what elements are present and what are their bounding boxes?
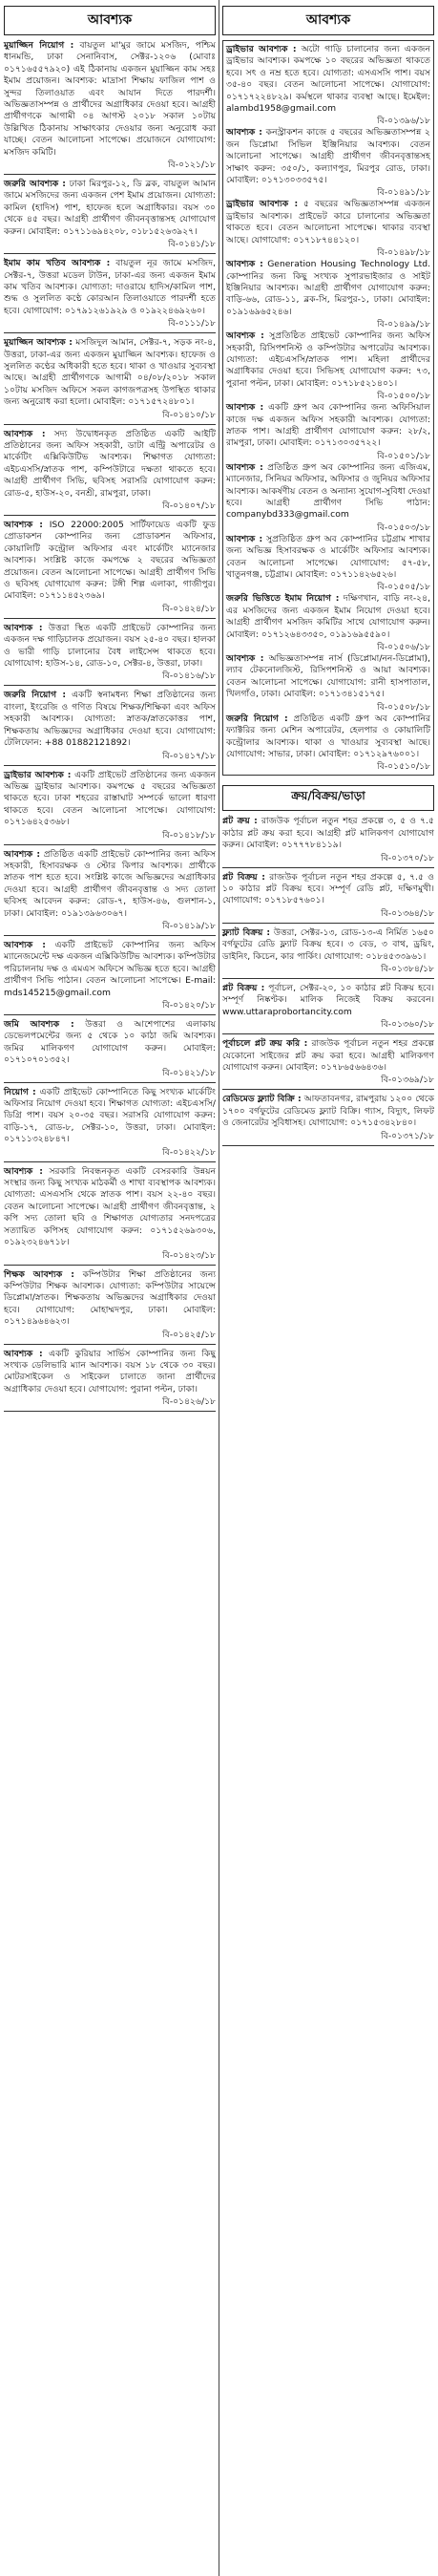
ad-reference-code: বি-০১৫০০/১৮ (377, 391, 430, 402)
ad-heading: আবশ্যক : (226, 127, 262, 138)
ad-body: আফতাবনগর, রামপুরায় ১২০০ থেকে ১৭০০ বর্গফুটের রেডিমেড ফ্ল্যাট বিক্রি। গ্যাস, বিদ্যুৎ, লিফট ও জেনারেটর সুবিধাসহ। যোগাযোগ: ০১৭১৫৩৪২৮৪০। (222, 1094, 434, 1129)
ad-heading: শিক্ষক আবশ্যক : (4, 1268, 74, 1280)
ad-heading: আবশ্যক : (4, 520, 43, 530)
classified-ad (226, 593, 430, 653)
ad-reference-code: বি-০১৩৬০/১৮ (381, 1019, 434, 1031)
ad-reference-code: বি-০১৪১৯/১৮ (162, 920, 216, 931)
ad-reference-code: বি-০১৪২৬/১৮ (162, 1396, 216, 1408)
ad-separator (4, 935, 216, 936)
ad-body: Generation Housing Technology Ltd. কোম্পানির জন্য কিছু সংখ্যক সুপারভাইজার ও সাইট ইঞ্জিনিয়ার আবশ্যক। আগ্রহী প্রার্থীগণ যোগাযোগ করুন: বাড়ি-৬৬, রোড-১১, ব্লক-সি, মিরপুর-১, ঢাকা। মোবাইল: ০১৯১৬৯৬৫২৪৬। (226, 259, 431, 317)
ad-reference-code: বি-০১৫০৬/১৮ (377, 642, 430, 653)
ad-text (4, 258, 216, 317)
ad-reference-code: বি-০১৪২৪/১৮ (162, 603, 216, 614)
ad-body: দক্ষিণখান, বাড়ি নং-২৪, এর মসজিদের জন্য একজন ইমাম নিয়োগ দেওয়া হবে। আগ্রহী প্রার্থীগণ মসজিদ কমিটির সাথে যোগাযোগ করুন। মোবাইল: ০১৭১২৬৪৩৩৫০, ০১৯১৬৯৫৫৯০। (226, 593, 430, 640)
ad-text (4, 1087, 216, 1146)
ad-heading: ড্রাইভার আবশ্যক : (226, 199, 299, 210)
classified-ad (4, 520, 216, 619)
ad-text (226, 713, 430, 761)
ad-body: উত্তরা ও আশেপাশের এলাকায় ডেভেলপমেন্টের জন্য ৫ থেকে ১০ কাঠা জমি আবশ্যক। জমির মালিকগণ যোগাযোগ করুন। মোবাইল: ০১৭১০৭০১৩৫২। (4, 1019, 216, 1066)
ad-text (226, 402, 430, 450)
ad-body: পূর্বাচল, সেক্টর-২০, ১০ কাঠার প্লট বিক্রয় হবে। সম্পূর্ণ নিষ্কণ্টক। মালিক নিজেই বিক্রয় করবেন। www.uttaraprobortancity.com (222, 982, 435, 1017)
ad-heading: আবশ্যক : (4, 1348, 43, 1359)
ad-heading: আবশ্যক : (226, 533, 263, 544)
ad-text (226, 44, 430, 115)
ad-reference-code: বি-০১৪১/১৮ (168, 239, 216, 250)
ad-body: কম্পিউটার শিক্ষা প্রতিষ্ঠানের জন্য কম্পিউটার শিক্ষক আবশ্যক। যোগ্যতা: কম্পিউটার সায়েন্সে ডিপ্লোমা/স্নাতক। শিক্ষকতায় অভিজ্ঞদের অগ্রাধিকার দেওয়া হবে। যোগাযোগ: মোহাম্মদপুর, ঢাকা। মোবাইল: ০১৭১৪৯৬৪৬২৩। (4, 1268, 216, 1328)
ad-separator (4, 253, 216, 254)
ad-separator (4, 1014, 216, 1015)
ad-body: ৫ বছরের অভিজ্ঞতাসম্পন্ন একজন ড্রাইভার আবশ্যক। প্রাইভেট কারে চালানোর অভিজ্ঞতা থাকতে হবে। বেতন আলোচনা সাপেক্ষে। থাকার ব্যবস্থা আছে। যোগাযোগ: ০১৭১৮৭৪৪১২০। (226, 199, 430, 245)
ad-separator (222, 1089, 434, 1090)
ad-separator (4, 844, 216, 845)
ad-heading: নিয়োগ : (4, 1086, 36, 1097)
ad-body: সুপ্রতিষ্ঠিত গ্রুপ অব কোম্পানির চট্টগ্রাম শাখার জন্য অভিজ্ঞ হিসাবরক্ষক ও মার্কেটিং অফিসার আবশ্যক। বেতন আলোচনা সাপেক্ষে। যোগাযোগ: ৫৭-৫৮, খাতুনগঞ্জ, চট্টগ্রাম। মোবাইল: ০১৭১১৪২৬৫২৬। (226, 533, 431, 581)
ad-text (226, 534, 430, 582)
ad-body: প্রতিষ্ঠিত গ্রুপ অব কোম্পানির জন্য এজিএম, ম্যানেজার, সিনিয়র অফিসার, অফিসার ও জুনিয়র অফিসার আবশ্যক। আকর্ষণীয় বেতন ও অন্যান্য সুযোগ-সুবিধা দেওয়া হবে। আগ্রহী প্রার্থীগণ সিভি পাঠান: companybd333@gmail.com (226, 461, 431, 521)
ad-body: একটি কুরিয়ার সার্ভিস কোম্পানির জন্য কিছু সংখ্যক ডেলিভারি ম্যান আবশ্যক। বয়স ১৮ থেকে ৩০ বছর। মোটরসাইকেল ও সাইকেল চালাতে জানা প্রার্থীদের অগ্রাধিকার দেওয়া হবে। যোগাযোগ: পুরানা পল্টন, ঢাকা। (4, 1348, 216, 1394)
classified-ad (4, 179, 216, 254)
ad-heading: আবশ্যক : (226, 461, 263, 473)
ad-heading: আবশ্যক : (4, 1165, 43, 1177)
ad-separator (4, 618, 216, 619)
ad-heading: আবশ্যক : (4, 939, 46, 950)
ad-heading: জরুরি আবশ্যক : (4, 179, 66, 190)
ad-reference-code: বি-০১৪১৬/১৮ (162, 671, 216, 682)
ad-text (4, 179, 216, 238)
ad-reference-code: বি-০১৩৬৯/১৮ (381, 1075, 434, 1086)
classified-ad (226, 653, 430, 713)
ad-body: ISO 22000:2005 সার্টিফায়েড একটি ফুড প্রোডাকশন কোম্পানির জন্য প্রোডাকশন অফিসার, কোয়ালিটি কন্ট্রোল অফিসার এবং মার্কেটিং ম্যানেজার আবশ্যক। সংশ্লিষ্ট কাজে কমপক্ষে ২ বছরের অভিজ্ঞতা প্রয়োজন। বেতন আলোচনা সাপেক্ষে। আগ্রহী প্রার্থীগণ সিভি ও ছবিসহ যোগাযোগ করুন: টঙ্গী শিল্প এলাকা, গাজীপুর। মোবাইল: ০১৭১১৪৫২৩৬৯। (4, 520, 217, 602)
ad-heading: আবশ্যক : (226, 653, 264, 665)
right-ads-list (222, 40, 434, 776)
ad-reference-code: বি-০১৪৯৯/১৮ (377, 319, 430, 330)
classified-ad (4, 940, 216, 1015)
ad-body: সদ্য উদ্বোধনকৃত প্রতিষ্ঠিত একটি আইটি প্রতিষ্ঠানের জন্য অফিস সহকারী, ডাটা এন্ট্রি অপারেটর ও মার্কেটিং এক্সিকিউটিভ আবশ্যক। শিক্ষাগত যোগ্যতা: এইচএসসি/স্নাতক পাশ, কম্পিউটারে দক্ষতা থাকতে হবে। আগ্রহী প্রার্থীগণ সিভি, ছবিসহ সরাসরি যোগাযোগ করুন: রোড-৫, হাউস-২০, বনশ্রী, রামপুরা, ঢাকা। (4, 428, 216, 499)
ad-separator (222, 1145, 434, 1146)
ad-text (226, 330, 430, 390)
ad-reference-code: বি-০১৫০৫/১৮ (377, 582, 430, 593)
ad-reference-code: বি-০১১১/১৮ (168, 318, 216, 330)
classified-ad (4, 623, 216, 687)
ad-heading: আবশ্যক : (4, 622, 43, 633)
ad-text (4, 690, 216, 749)
classified-ad (4, 337, 216, 424)
ad-body: উত্তরা স্থিত একটি প্রাইভেট কোম্পানির জন্য একজন দক্ষ গাড়িচালক প্রয়োজন। বয়স ২৫-৪০ বছর। হালকা ও ভারী গাড়ি চালানোর বৈধ লাইসেন্স থাকতে হবে। যোগাযোগ: হাউস-১৪, রোড-১০, সেক্টর-৪, উত্তরা, ঢাকা। (4, 622, 216, 670)
classified-ad (226, 402, 430, 462)
ad-heading: মুয়াজ্জিন আবশ্যক : (4, 337, 73, 349)
ad-reference-code: বি-০১৫১০/১৮ (377, 761, 430, 773)
ad-reference-code: বি-০১৫০৮/১৮ (377, 701, 430, 713)
ad-heading: ফ্ল্যাট বিক্রয় : (222, 926, 271, 938)
ad-heading: প্লট বিক্রয় : (222, 982, 265, 993)
ad-body: কনস্ট্রাকশন কাজে ৫ বছরের অভিজ্ঞতাসম্পন্ন ২ জন ডিপ্লোমা সিভিল ইঞ্জিনিয়ার আবশ্যক। বেতন আলোচনা সাপেক্ষে। আগ্রহী প্রার্থীগণ জীবনবৃত্তান্তসহ সাক্ষাৎ করুন: ৩৫০/১, কল্যাণপুর, মিরপুর রোড, ঢাকা। মোবাইল: ০১৭১৩০৩৩৫৭৫। (226, 127, 431, 186)
ad-separator (4, 765, 216, 766)
ad-text (4, 770, 216, 829)
ad-body: রাজউক পূর্বাচল নতুন শহর প্রকল্পে যেকোনো সাইজের প্লট ক্রয় করা হবে। আগ্রহী মালিকগণ যোগাযোগ করুন। মোবাইল: ০১৭৮৬৫৬৬৪৩৬। (222, 1038, 435, 1073)
ad-reference-code: বি-০১২১/১৮ (168, 160, 216, 171)
ad-body: একটি প্রাইভেট কোম্পানির জন্য অফিস ম্যানেজমেন্টে দক্ষ একজন এক্সিকিউটিভ আবশ্যক। কম্পিউটার পরিচালনায় দক্ষ ও এমএস অফিসে অভিজ্ঞ হতে হবে। আগ্রহী প্রার্থীগণ সিভি পাঠান। বেতন আলোচনা সাপেক্ষে। E-mail: mds145215@gmail.com (4, 939, 216, 998)
classified-ad (226, 199, 430, 259)
ad-body: বায়তুল মা'মুর জামে মসজিদ, পশ্চিম ধানমন্ডি, ঢাকা সেনানিবাস, সেক্টর-১২০৬ (মোবাঃ ০১৭১৬৫৫৭৯২০) এই ঠিকানায় একজন মুয়াজ্জিন কাম সহঃ ইমাম প্রয়োজন। আবশ্যক: মাদ্রাসা শিক্ষায় ফাজিল পাশ ও সুন্দর তিলাওয়াত এবং আযান দিতে পারদর্শী। অভিজ্ঞতাসম্পন্ন ও প্রার্থীদের অগ্রাধিকার দেওয়া হবে। আগ্রহী প্রার্থীগণকে আগামী ০৪ আগস্ট ২০১৮ সকাল ১০টায় উল্লিখিত ঠিকানায় সাক্ষাৎকার দেওয়ার জন্য অনুরোধ করা যাচ্ছে। বেতন আলোচনা সাপেক্ষে। প্রয়োজনে যোগাযোগ: মসজিদ কমিটি। (4, 40, 216, 158)
ad-heading: আবশ্যক : (226, 402, 264, 414)
ad-body: প্রতিষ্ঠিত একটি প্রাইভেট কোম্পানির জন্য অফিস সহকারী, হিসাবরক্ষক ও স্টোর কিপার আবশ্যক। প্রার্থীকে স্নাতক পাশ হতে হবে। সংশ্লিষ্ট কাজে অভিজ্ঞদের অগ্রাধিকার দেওয়া হবে। আগ্রহী প্রার্থীগণ জীবনবৃত্তান্ত ও সদ্য তোলা ছবিসহ আবেদন করুন: রোড-৭, হাউস-৪৬, গুলশান-১, ঢাকা। মোবাইল: ০১৯১৩৯৬৩০৬৭। (4, 848, 217, 919)
ad-text (222, 872, 434, 907)
ad-text (226, 462, 430, 522)
right-column (222, 6, 434, 1150)
ad-text (226, 259, 430, 318)
classified-ad (4, 40, 216, 175)
ad-text (4, 1166, 216, 1249)
ad-text (222, 927, 434, 963)
ad-heading: আবশ্যক : (4, 848, 41, 860)
ad-separator (4, 332, 216, 333)
ad-reference-code: বি-০১৪২১/১৮ (162, 1067, 216, 1078)
ad-text (4, 1349, 216, 1396)
ad-reference-code: বি-০১৩৭১/১৮ (381, 1130, 434, 1141)
ad-reference-code: বি-০১৪১৭/১৮ (162, 750, 216, 761)
left-ads-list (4, 40, 216, 1412)
ad-heading: জমি আবশ্যক : (4, 1019, 74, 1030)
ad-heading: মুয়াজ্জিন নিয়োগ : (4, 40, 74, 51)
ad-text (4, 40, 216, 159)
ad-reference-code: বি-০১৪২০/১৮ (162, 1000, 216, 1011)
ad-heading: ড্রাইভার আবশ্যক : (226, 44, 297, 54)
ad-separator (4, 1344, 216, 1345)
classified-ad (4, 1166, 216, 1266)
classified-ad (226, 713, 430, 774)
ad-text (222, 1094, 434, 1129)
ad-separator (4, 1411, 216, 1412)
ad-separator (222, 978, 434, 979)
classified-ad (4, 258, 216, 333)
ad-separator (222, 867, 434, 868)
classified-ad (222, 872, 434, 924)
ad-text (226, 127, 430, 186)
classified-ad (226, 127, 430, 199)
ad-heading: জরুরি নিয়োগ : (4, 690, 67, 701)
ad-body: একটি প্রাইভেট কোম্পানিতে কিছু সংখ্যক মার্কেটিং অফিসার নিয়োগ দেওয়া হবে। শিক্ষাগত যোগ্যতা: এইচএসসি/ডিগ্রি পাশ। বয়স ২০-৩৫ বছর। সরাসরি যোগাযোগ করুন: বাড়ি-১৭, রোড-৮, সেক্টর-১০, উত্তরা, ঢাকা। মোবাইল: ০১৭১১৩২৪৮৪৭। (4, 1086, 217, 1145)
ad-reference-code: বি-০১৪২২/১৮ (162, 1146, 216, 1158)
ad-text (222, 816, 434, 851)
ad-reference-code: বি-০১৫০৩/১৮ (377, 522, 430, 533)
ad-body: একটি স্বনামধন্য শিক্ষা প্রতিষ্ঠানের জন্য বাংলা, ইংরেজি ও গণিত বিষয়ে শিক্ষক/শিক্ষিকা এবং অফিস সহকারী আবশ্যক। যোগ্যতা: স্নাতক/স্নাতকোত্তর পাশ, শিক্ষকতায় অভিজ্ঞদের অগ্রাধিকার দেওয়া হবে। যোগাযোগ: টেলিফোন: +88 01882121892। (4, 690, 217, 749)
ad-separator (4, 1265, 216, 1266)
ad-text (4, 849, 216, 920)
classified-ad (226, 330, 430, 402)
ad-separator (4, 424, 216, 425)
classified-ad (226, 259, 430, 330)
ad-body: মসজিদুল আমান, সেক্টর-৭, সড়ক নং-৪, উত্তরা, ঢাকা-এর জন্য একজন মুয়াজ্জিন আবশ্যক। হাফেজ ও সুললিত কণ্ঠের অধিকারী হতে হবে। থাকা ও খাওয়ার সুব্যবস্থা আছে। আগ্রহী প্রার্থীগণকে আগামী ০৪/০৮/২০১৮ সকাল ১০টায় মসজিদ অফিসে সকল কাগজপত্রসহ উপস্থিত থাকার জন্য অনুরোধ করা হলো। মোবাইল: ০১৭১৫৭২৪৮০১। (4, 337, 216, 408)
ad-heading: আবশ্যক : (226, 330, 264, 342)
ad-text (4, 337, 216, 408)
ad-reference-code: বি-০১৪৯১/১৮ (377, 187, 430, 199)
ad-body: অভিজ্ঞতাসম্পন্ন নার্স (ডিপ্লোমা/নন-ডিপ্লোমা), ল্যাব টেকনোলজিস্ট, রিসিপশনিস্ট ও আয়া আবশ্যক। বেতন আলোচনা সাপেক্ষে। যোগাযোগ: রানী হাসপাতাল, খিলগাঁও, ঢাকা। মোবাইল: ০১৭১৩৪১৫১৭৫। (226, 653, 430, 700)
ad-text (222, 983, 434, 1018)
classified-ad (4, 1019, 216, 1083)
ad-body: একটি গ্রুপ অব কোম্পানির জন্য অফিসিয়াল কাজে দক্ষ একজন অফিস সহকারী আবশ্যক। যোগ্যতা: স্নাতক পাশ। আগ্রহী প্রার্থীগণ যোগাযোগ করুন: ২৮/২, রামপুরা, ঢাকা। মোবাইল: ০১৭১৩০৩৫৭২২। (226, 402, 430, 449)
classified-ad (4, 1087, 216, 1162)
ad-heading: রেডিমেড ফ্ল্যাট বিক্রি : (222, 1094, 302, 1105)
ad-body: সরকারি নিবন্ধনকৃত একটি বেসরকারি উন্নয়ন সংস্থার জন্য কিছু সংখ্যক মাঠকর্মী ও শাখা ব্যবস্থাপক আবশ্যক। যোগ্যতা: এসএসসি থেকে স্নাতক পাশ। বয়স ২২-৪০ বছর। বেতন আলোচনা সাপেক্ষে। আগ্রহী প্রার্থীগণ জীবনবৃত্তান্ত, ২ কপি সদ্য তোলা ছবি ও শিক্ষাগত যোগ্যতার সনদপত্রের সত্যায়িত কপিসহ যোগাযোগ করুন: ০১৭১৫২৬৯৩০৬, ০১৯২৩২৪৬৭১৮। (4, 1165, 216, 1248)
ad-separator (4, 1161, 216, 1162)
ad-heading: প্লট বিক্রয় : (222, 871, 265, 883)
ad-separator (222, 1033, 434, 1034)
ad-heading: আবশ্যক : (4, 428, 46, 439)
ad-separator (4, 1082, 216, 1083)
ad-reference-code: বি-০১৪২৫/১৮ (162, 1329, 216, 1340)
classified-ad (226, 534, 430, 594)
ad-heading: জরুরি ভিত্তিতে ইমাম নিয়োগ : (226, 593, 340, 605)
classified-ad (226, 462, 430, 534)
ad-separator (4, 174, 216, 175)
ad-reference-code: বি-০১৩৮৪/১৮ (381, 963, 434, 974)
ad-text (226, 199, 430, 246)
ad-reference-code: বি-০১৪৯৮/১৮ (377, 247, 430, 259)
ad-text (226, 653, 430, 701)
ad-text (4, 429, 216, 500)
classified-ad (4, 690, 216, 765)
ad-body: বায়তুল নূর জামে মসজিদ, সেক্টর-৭, উত্তরা মডেল টাউন, ঢাকা-এর জন্য একজন ইমাম কাম খতিব আবশ্যক। যোগ্যতা: দাওরায়ে হাদিস/কামিল পাশ, শুদ্ধ ও সুললিত কণ্ঠে কোরআন তিলাওয়াতে পারদর্শী হতে হবে। যোগাযোগ: ০১৭৯১২৬১৯২৯ ও ০১৯২২৪৬৯২৬০। (4, 258, 216, 316)
left-column (4, 6, 216, 1416)
ad-body: রাজউক পূর্বাচল নতুন শহর প্রকল্পে ৫, ৭.৫ ও ১০ কাঠার প্লট বিক্রয় হবে। সম্পূর্ণ রেডি প্লট, দক্ষিণমুখী। যোগাযোগ: ০১৭১৮৫৭৬০১। (222, 871, 435, 906)
ad-reference-code: বি-০১৪১০/১৮ (162, 409, 216, 420)
ad-text (4, 1269, 216, 1329)
ad-reference-code: বি-০১৪১৮/১৮ (162, 829, 216, 841)
ad-body: উত্তরা, সেক্টর-১৩, রোড-১৩-এ নির্মিত ১৬৫০ বর্গফুটের রেডি ফ্ল্যাট বিক্রয় হবে। ৩ বেড, ৩ বাথ, ড্রয়িং, ডাইনিং, কিচেন, কার পার্কিং। যোগাযোগ: ০১৮৪৫৩৩৯৬১। (222, 926, 435, 962)
ad-reference-code: বি-০১৪২৩/১৮ (162, 1249, 216, 1261)
ad-reference-code: বি-০১৩৬৪/১৮ (381, 907, 434, 919)
ad-text (4, 940, 216, 999)
ad-text (4, 520, 216, 603)
ad-text (222, 1038, 434, 1074)
buy-sell-ads-list (222, 816, 434, 1145)
ad-heading: ইমাম কাম খতিব আবশ্যক : (4, 258, 111, 269)
classified-ad (4, 1269, 216, 1345)
classified-ad (222, 1038, 434, 1090)
classified-ad (226, 44, 430, 127)
classified-ad (4, 1349, 216, 1413)
ad-body: সুপ্রতিষ্ঠিত প্রাইভেট কোম্পানির জন্য অফিস সহকারী, রিসিপশনিস্ট ও কম্পিউটার অপারেটর আবশ্যক। যোগ্যতা: এইচএসসি/স্নাতক পাশ। মহিলা প্রার্থীদের অগ্রাধিকার দেওয়া হবে। সিভিসহ যোগাযোগ করুন: ৭৩, পুরানা পল্টন, ঢাকা। মোবাইল: ০১৭১৮৫২১৪০১। (226, 330, 431, 389)
classified-ad (4, 429, 216, 516)
ad-heading: আবশ্যক : (226, 259, 263, 270)
ad-heading: ড্রাইভার আবশ্যক : (4, 769, 72, 780)
ad-text (226, 593, 430, 641)
classified-ad (222, 927, 434, 979)
left-section-header: আবশ্যক (4, 6, 216, 35)
ad-reference-code: বি-০১৪০৭/১৮ (162, 500, 216, 511)
ad-body: রাজউক পূর্বাচল নতুন শহর প্রকল্পে ৩, ৫ ও ৭.৫ কাঠার প্লট ক্রয় করা হবে। আগ্রহী প্লট মালিকগণ যোগাযোগ করুন। মোবাইল: ০১৭৭৭৮৪১১৯। (222, 816, 434, 851)
ad-body: একটি প্রাইভেট প্রতিষ্ঠানের জন্য একজন অভিজ্ঞ ড্রাইভার আবশ্যক। কমপক্ষে ৫ বছরের অভিজ্ঞতা থাকতে হবে। ঢাকা শহরের রাস্তাঘাট সম্পর্কে ভালো ধারণা থাকতে হবে। বেতন আলোচনা সাপেক্ষে। যোগাযোগ: ০১৭১৬৪২৫৩৬৮। (4, 769, 216, 828)
ad-heading: জরুরি নিয়োগ : (226, 713, 288, 724)
ad-reference-code: বি-০১৩৭০/১৮ (381, 852, 434, 863)
classified-ad (222, 1094, 434, 1145)
ad-text (4, 623, 216, 671)
classified-ad (4, 770, 216, 845)
ad-reference-code: বি-০১৩৯৬/১৮ (377, 116, 430, 127)
ad-body: অটো গাড়ি চালানোর জন্য একজন ড্রাইভার আবশ্যক। কমপক্ষে ১০ বছরের অভিজ্ঞতা থাকতে হবে। সৎ ও নম্র হতে হবে। যোগ্যতা: এসএসসি পাশ। বয়স ৩৫-৪০ বছর। বেতন আলোচনা সাপেক্ষে। যোগাযোগ: ০১৭১৭২২৪৮২৯। কর্মস্থলে থাকার ব্যবস্থা আছে। ইমেইল: alambd1958@gmail.com (226, 44, 430, 115)
right-section-header: আবশ্যক (222, 6, 434, 35)
classified-ad (222, 816, 434, 867)
buy-sell-rent-header: ক্রয়/বিক্রয়/ভাড়া (222, 785, 434, 811)
ad-separator (4, 515, 216, 516)
classified-ad (4, 849, 216, 936)
ad-reference-code: বি-০১৫০১/১৮ (377, 450, 430, 461)
ad-heading: পূর্বাচলে প্লট ক্রয় করি : (222, 1038, 308, 1050)
ad-body: ঢাকা মিরপুর-১২, ডি ব্লক, বায়তুল আমান জামে মসজিদের জন্য একজন পেশ ইমাম প্রয়োজন। যোগ্যতা: কামিল (হাদিস) পাশ, হাফেজ হলে অগ্রাধিকার। বয়স ৩০ থেকে ৪৫ বছর। আগ্রহী প্রার্থীগণ জীবনবৃত্তান্তসহ যোগাযোগ করুন। মোবাইল: ০১৭১১৬৯৪২০৮, ০১৮১৫২৬৩৯২৭। (4, 179, 217, 237)
ad-separator (4, 685, 216, 686)
classified-ad (222, 983, 434, 1034)
ad-text (4, 1019, 216, 1067)
ad-body: প্রতিষ্ঠিত একটি গ্রুপ অব কোম্পানির ফ্যাক্টরির জন্য মেশিন অপারেটর, হেলপার ও কোয়ালিটি কন্ট্রোলার আবশ্যক। থাকা ও খাওয়ার সুব্যবস্থা আছে। যোগাযোগ: সাভার, ঢাকা। মোবাইল: ০১৭১২৯৭৬০০১। (226, 713, 431, 759)
ad-separator (222, 923, 434, 924)
ad-heading: প্লট ক্রয় : (222, 816, 258, 827)
